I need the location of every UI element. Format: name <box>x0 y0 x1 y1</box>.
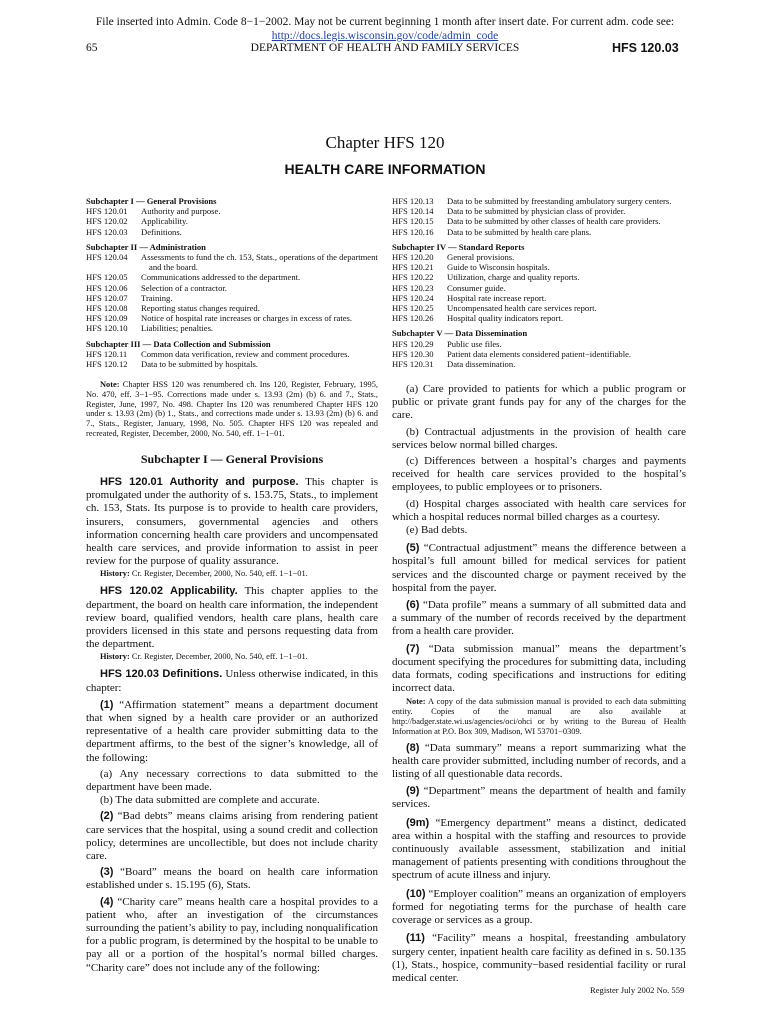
definition-text: “Charity care” means health care a hospital provides to a patient who, after an investigation of the circumstances surrounding the patient’s ability to pay, including nonqualification for a public program, is determined by the hospital to be unable to pay all or a portion of the hospital’s normal billed charges. “Charity care” does not include any of the following: <box>86 895 378 974</box>
definition-4d: (d) Hospital charges associated with health care services for which a hospital reduces normal billed charges as a courtesy. <box>392 497 686 523</box>
toc-section-title: Patient data elements considered patient−identifiable. <box>447 348 632 359</box>
toc-section-number: HFS 120.29 <box>392 338 434 349</box>
definition-9 <box>392 785 686 811</box>
toc-section-number: HFS 120.25 <box>392 303 434 314</box>
toc-section-number <box>86 262 141 272</box>
definition-6 <box>392 599 686 639</box>
toc-subchapter-heading: Subchapter II — Administration <box>86 241 206 252</box>
section-120-02 <box>86 585 378 651</box>
toc-section-title: Selection of a contractor. <box>141 282 227 293</box>
toc-section-title: Data to be submitted by physician class of provider. <box>447 206 626 217</box>
toc-section-number: HFS 120.08 <box>86 303 128 314</box>
history-text: Cr. Register, December, 2000, No. 540, eff. 1−1−01. <box>131 652 308 662</box>
section-120-01 <box>86 476 378 568</box>
toc-entry[interactable] <box>86 293 382 303</box>
toc-section-title: Hospital rate increase report. <box>447 292 547 303</box>
toc-section-title: Definitions. <box>141 226 182 237</box>
definition-number: (1) <box>100 698 114 711</box>
running-section-code: HFS 120.03 <box>612 41 679 55</box>
toc-section-number: HFS 120.07 <box>86 292 128 303</box>
toc-section-title: Training. <box>141 292 173 303</box>
toc-entry[interactable] <box>392 283 692 293</box>
definition-number: (6) <box>406 599 420 612</box>
definition-11 <box>392 932 686 985</box>
history-text: Cr. Register, December, 2000, No. 540, eff. 1−1−01. <box>131 569 308 579</box>
definition-number: (7) <box>406 642 420 655</box>
toc-entry[interactable] <box>392 349 692 359</box>
definition-text: “Department” means the department of health and family services. <box>392 785 687 811</box>
toc-section-title: Uncompensated health care services report. <box>447 303 597 314</box>
toc-section-number: HFS 120.01 <box>86 206 128 217</box>
department-header: DEPARTMENT OF HEALTH AND FAMILY SERVICES <box>250 42 520 54</box>
toc-section-title: Data to be submitted by other classes of health care providers. <box>447 216 661 227</box>
definition-text: “Facility” means a hospital, freestanding ambulatory surgery center, inpatient health care facility as defined in s. 50.135 (1), Stats., hospice, community−based residential facility or rural medical center. <box>392 932 686 984</box>
definition-4a: (a) Care provided to patients for which a public program or public or private grant funds pay for any of the charges for the care. <box>392 383 686 422</box>
toc-section-title: Applicability. <box>141 216 188 227</box>
toc-entry[interactable] <box>86 262 382 272</box>
register-footer: Register July 2002 No. 559 <box>590 985 685 995</box>
toc-section-title: Assessments to fund the ch. 153, Stats., operations of the department <box>141 252 378 263</box>
definition-text: “Data profile” means a summary of all submitted data and a summary of the number of records received by the department from a health care provider. <box>392 599 687 638</box>
toc-entry[interactable] <box>86 349 382 359</box>
section-heading: HFS 120.01 Authority and purpose. <box>100 475 299 488</box>
toc-subchapter-heading: Subchapter I — General Provisions <box>86 196 217 206</box>
toc-subchapter-heading: Subchapter V — Data Dissemination <box>392 328 528 339</box>
toc-section-title: Notice of hospital rate increases or charges in excess of rates. <box>141 313 353 324</box>
toc-section-title: Data to be submitted by health care plans. <box>447 226 592 237</box>
right-body-column <box>392 383 686 985</box>
toc-section-number: HFS 120.22 <box>392 272 434 283</box>
definition-4 <box>86 896 378 975</box>
definition-1a: (a) Any necessary corrections to data submitted to the department have been made. <box>86 767 378 794</box>
admin-code-link[interactable]: http://docs.legis.wisconsin.gov/code/admin_code <box>271 30 499 42</box>
toc-section-number: HFS 120.04 <box>86 252 128 263</box>
history-note <box>86 652 378 662</box>
toc-entry[interactable] <box>86 323 382 333</box>
toc-entry[interactable] <box>86 283 382 293</box>
toc-entry[interactable] <box>392 252 692 262</box>
toc-entry[interactable] <box>392 196 692 206</box>
toc-section-number: HFS 120.13 <box>392 196 434 206</box>
toc-section-title: Guide to Wisconsin hospitals. <box>447 262 550 273</box>
toc-entry[interactable] <box>86 216 382 226</box>
toc-section-title: Reporting status changes required. <box>141 303 260 314</box>
toc-section-number: HFS 120.09 <box>86 313 128 324</box>
note-text: A copy of the data submission manual is provided to each data submitting entity. Copies of the manual are also available at http://badger.state.wi.us/agencies/oci/ohci or by writing to the Bureau of Health Information at P.O. Box 309, Madison, WI 53701−0309. <box>392 697 687 736</box>
toc-entry[interactable] <box>86 206 382 216</box>
definition-7 <box>392 643 686 696</box>
definition-text: “Data summary” means a report summarizing what the health care provider submitted, including number of records, and a listing of all questionable data records. <box>392 741 686 781</box>
definition-4b: (b) Contractual adjustments in the provision of health care services below normal billed charges. <box>392 425 686 451</box>
toc-section-title: General provisions. <box>447 252 515 263</box>
section-heading: HFS 120.02 Applicability. <box>100 585 238 598</box>
definition-text: “Employer coalition” means an organization of employers formed for negotiating terms for the purchase of health care coverage or services as a group. <box>392 887 686 927</box>
chapter-note <box>86 380 378 439</box>
section-text: This chapter applies to the department, the board on health care information, the independent review board, qualified vendors, health care plans, health care providers licensed in this state and persons requesting data from the department. <box>86 585 378 651</box>
toc-section-title: Liabilities; penalties. <box>141 323 214 334</box>
toc-section-number: HFS 120.26 <box>392 313 434 324</box>
toc-section-number: HFS 120.05 <box>86 272 128 283</box>
toc-right-column <box>392 196 692 369</box>
definition-text: “Affirmation statement” means a department document that when signed by a health care provider or an authorized representative of a health care provider submitting data to the department affirms, to the best of the signer’s knowledge, all of the following: <box>86 698 378 764</box>
definition-2 <box>86 810 378 863</box>
definition-number: (9m) <box>406 816 430 829</box>
definition-5 <box>392 542 686 595</box>
definition-8 <box>392 742 686 782</box>
toc-entry[interactable] <box>392 303 692 313</box>
section-120-03 <box>86 668 378 694</box>
toc-section-number: HFS 120.21 <box>392 262 434 273</box>
section-text: This chapter is promulgated under the authority of s. 153.75, Stats., to implement ch. 153, Stats. Its purpose is to provide to health care providers, insurers, consumers, governmental agencies and others information concerning health care providers and uncompensated health care services, and provide information to assist in peer review for the purpose of quality assurance. <box>86 475 378 568</box>
definition-3 <box>86 866 378 892</box>
toc-entry[interactable] <box>392 313 692 323</box>
manual-note <box>392 697 686 736</box>
definition-number: (9) <box>406 785 420 798</box>
toc-section-title: Public use files. <box>447 338 502 349</box>
toc-entry[interactable] <box>392 359 692 369</box>
definition-number: (10) <box>406 887 426 900</box>
toc-section-title: Utilization, charge and quality reports. <box>447 272 580 283</box>
toc-section-number: HFS 120.10 <box>86 323 128 334</box>
definition-text: “Data submission manual” means the department’s document specifying the procedures for submitting data, including data formats, coding specifications and instructions for editing incorrect data. <box>392 642 686 695</box>
definition-text: “Emergency department” means a distinct, dedicated area within a hospital with the staffing and resources to provide continuously available assessment, stabilization and initial management of patients presenting with conditions throughout the spectrum of acute illness and injury. <box>392 816 686 882</box>
toc-section-number: HFS 120.02 <box>86 216 128 227</box>
definition-4c: (c) Differences between a hospital’s charges and payments received for health care services provided to the hospital’s employees, to public employees or to prisoners. <box>392 455 686 494</box>
toc-section-number: HFS 120.30 <box>392 348 434 359</box>
toc-section-number: HFS 120.03 <box>86 226 128 237</box>
toc-section-title: Data to be submitted by hospitals. <box>141 359 258 370</box>
definition-number: (11) <box>406 932 425 945</box>
toc-section-number: HFS 120.31 <box>392 359 434 370</box>
subchapter-heading: Subchapter I — General Provisions <box>140 451 324 466</box>
definition-text: “Bad debts” means claims arising from rendering patient care services that the hospital, using a sound credit and collection policy, determines are uncollectible, but does not include charity care. <box>86 810 378 863</box>
toc-entry[interactable] <box>392 293 692 303</box>
page-number: 65 <box>86 42 98 54</box>
note-text: Chapter HSS 120 was renumbered ch. Ins 120, Register, February, 1995, No. 470, eff. 3−1−95. Corrections made under s. 13.93 (2m) (b) 6. and 7., Stats., Register, June, 1997, No. 498. Chapter Ins 120 was renumbered Chapter HFS 120 under s. 13.93 (2m) (b) 1., Stats., and corrections made under s. 13.93 (2m) (b) 6. and 7., Stats., Register, January, 1998, No. 505. Chapter HFS 120 was repealed and recreated, Register, December, 2000, No. 540, eff. 1−1−01. <box>86 380 379 438</box>
toc-section-title: and the board. <box>149 262 198 273</box>
toc-section-title: Authority and purpose. <box>141 206 221 217</box>
definition-9m <box>392 817 686 883</box>
note-label: Note: <box>406 697 426 707</box>
toc-section-number: HFS 120.24 <box>392 292 434 303</box>
toc-entry[interactable] <box>392 262 692 272</box>
section-heading: HFS 120.03 Definitions. <box>100 668 223 681</box>
toc-entry[interactable] <box>392 206 692 216</box>
history-note <box>86 569 378 579</box>
toc-section-title: Common data verification, review and comment procedures. <box>141 348 350 359</box>
toc-section-number: HFS 120.23 <box>392 282 434 293</box>
toc-section-title: Data to be submitted by freestanding ambulatory surgery centers. <box>447 196 672 206</box>
toc-section-number: HFS 120.16 <box>392 226 434 237</box>
chapter-subtitle: HEALTH CARE INFORMATION <box>284 161 486 177</box>
toc-section-number: HFS 120.06 <box>86 282 128 293</box>
left-body-column <box>86 380 378 975</box>
definition-10 <box>392 888 686 928</box>
toc-section-number: HFS 120.15 <box>392 216 434 227</box>
note-label: Note: <box>100 380 120 389</box>
toc-entry[interactable] <box>86 272 382 282</box>
toc-section-number: HFS 120.12 <box>86 359 128 370</box>
toc-entry[interactable] <box>86 359 382 369</box>
definition-text: “Contractual adjustment” means the difference between a hospital’s full amount billed for medical services for patient services and the discounted charge or payment received by the hospital from the payer. <box>392 542 686 594</box>
toc-section-title: Communications addressed to the department. <box>141 272 301 283</box>
definition-number: (2) <box>100 810 114 823</box>
definition-number: (5) <box>406 542 420 555</box>
toc-entry[interactable] <box>86 313 382 323</box>
toc-entry[interactable] <box>86 227 382 237</box>
definition-1b: (b) The data submitted are complete and accurate. <box>100 794 320 807</box>
history-label: History: <box>100 569 130 579</box>
definition-number: (8) <box>406 741 420 754</box>
section-text: Unless otherwise indicated, in this chapter: <box>86 668 378 694</box>
toc-section-title: Data dissemination. <box>447 359 516 370</box>
toc-entry[interactable] <box>392 339 692 349</box>
toc-entry[interactable] <box>392 216 692 226</box>
toc-subchapter-heading: Subchapter III — Data Collection and Submission <box>86 338 271 349</box>
chapter-title: Chapter HFS 120 <box>325 133 445 152</box>
toc-section-number: HFS 120.11 <box>86 348 128 359</box>
toc-left-column <box>86 196 382 369</box>
definition-text: “Board” means the board on health care information established under s. 15.195 (6), Stats. <box>86 866 379 892</box>
toc-section-number: HFS 120.14 <box>392 206 434 217</box>
toc-section-title: Hospital quality indicators report. <box>447 313 563 324</box>
definition-4e: (e) Bad debts. <box>406 524 468 537</box>
history-label: History: <box>100 652 130 662</box>
toc-entry[interactable] <box>86 303 382 313</box>
definition-1 <box>86 699 378 765</box>
definition-number: (4) <box>100 895 114 908</box>
toc-entry[interactable] <box>86 252 382 262</box>
toc-entry[interactable] <box>392 272 692 282</box>
toc-section-title: Consumer guide. <box>447 282 506 293</box>
toc-subchapter-heading: Subchapter IV — Standard Reports <box>392 241 525 252</box>
insert-notice: File inserted into Admin. Code 8−1−2002. May not be current beginning 1 month after insert date. For current adm. code see: <box>95 16 675 28</box>
toc-entry[interactable] <box>392 227 692 237</box>
definition-number: (3) <box>100 866 114 879</box>
toc-section-number: HFS 120.20 <box>392 252 434 263</box>
